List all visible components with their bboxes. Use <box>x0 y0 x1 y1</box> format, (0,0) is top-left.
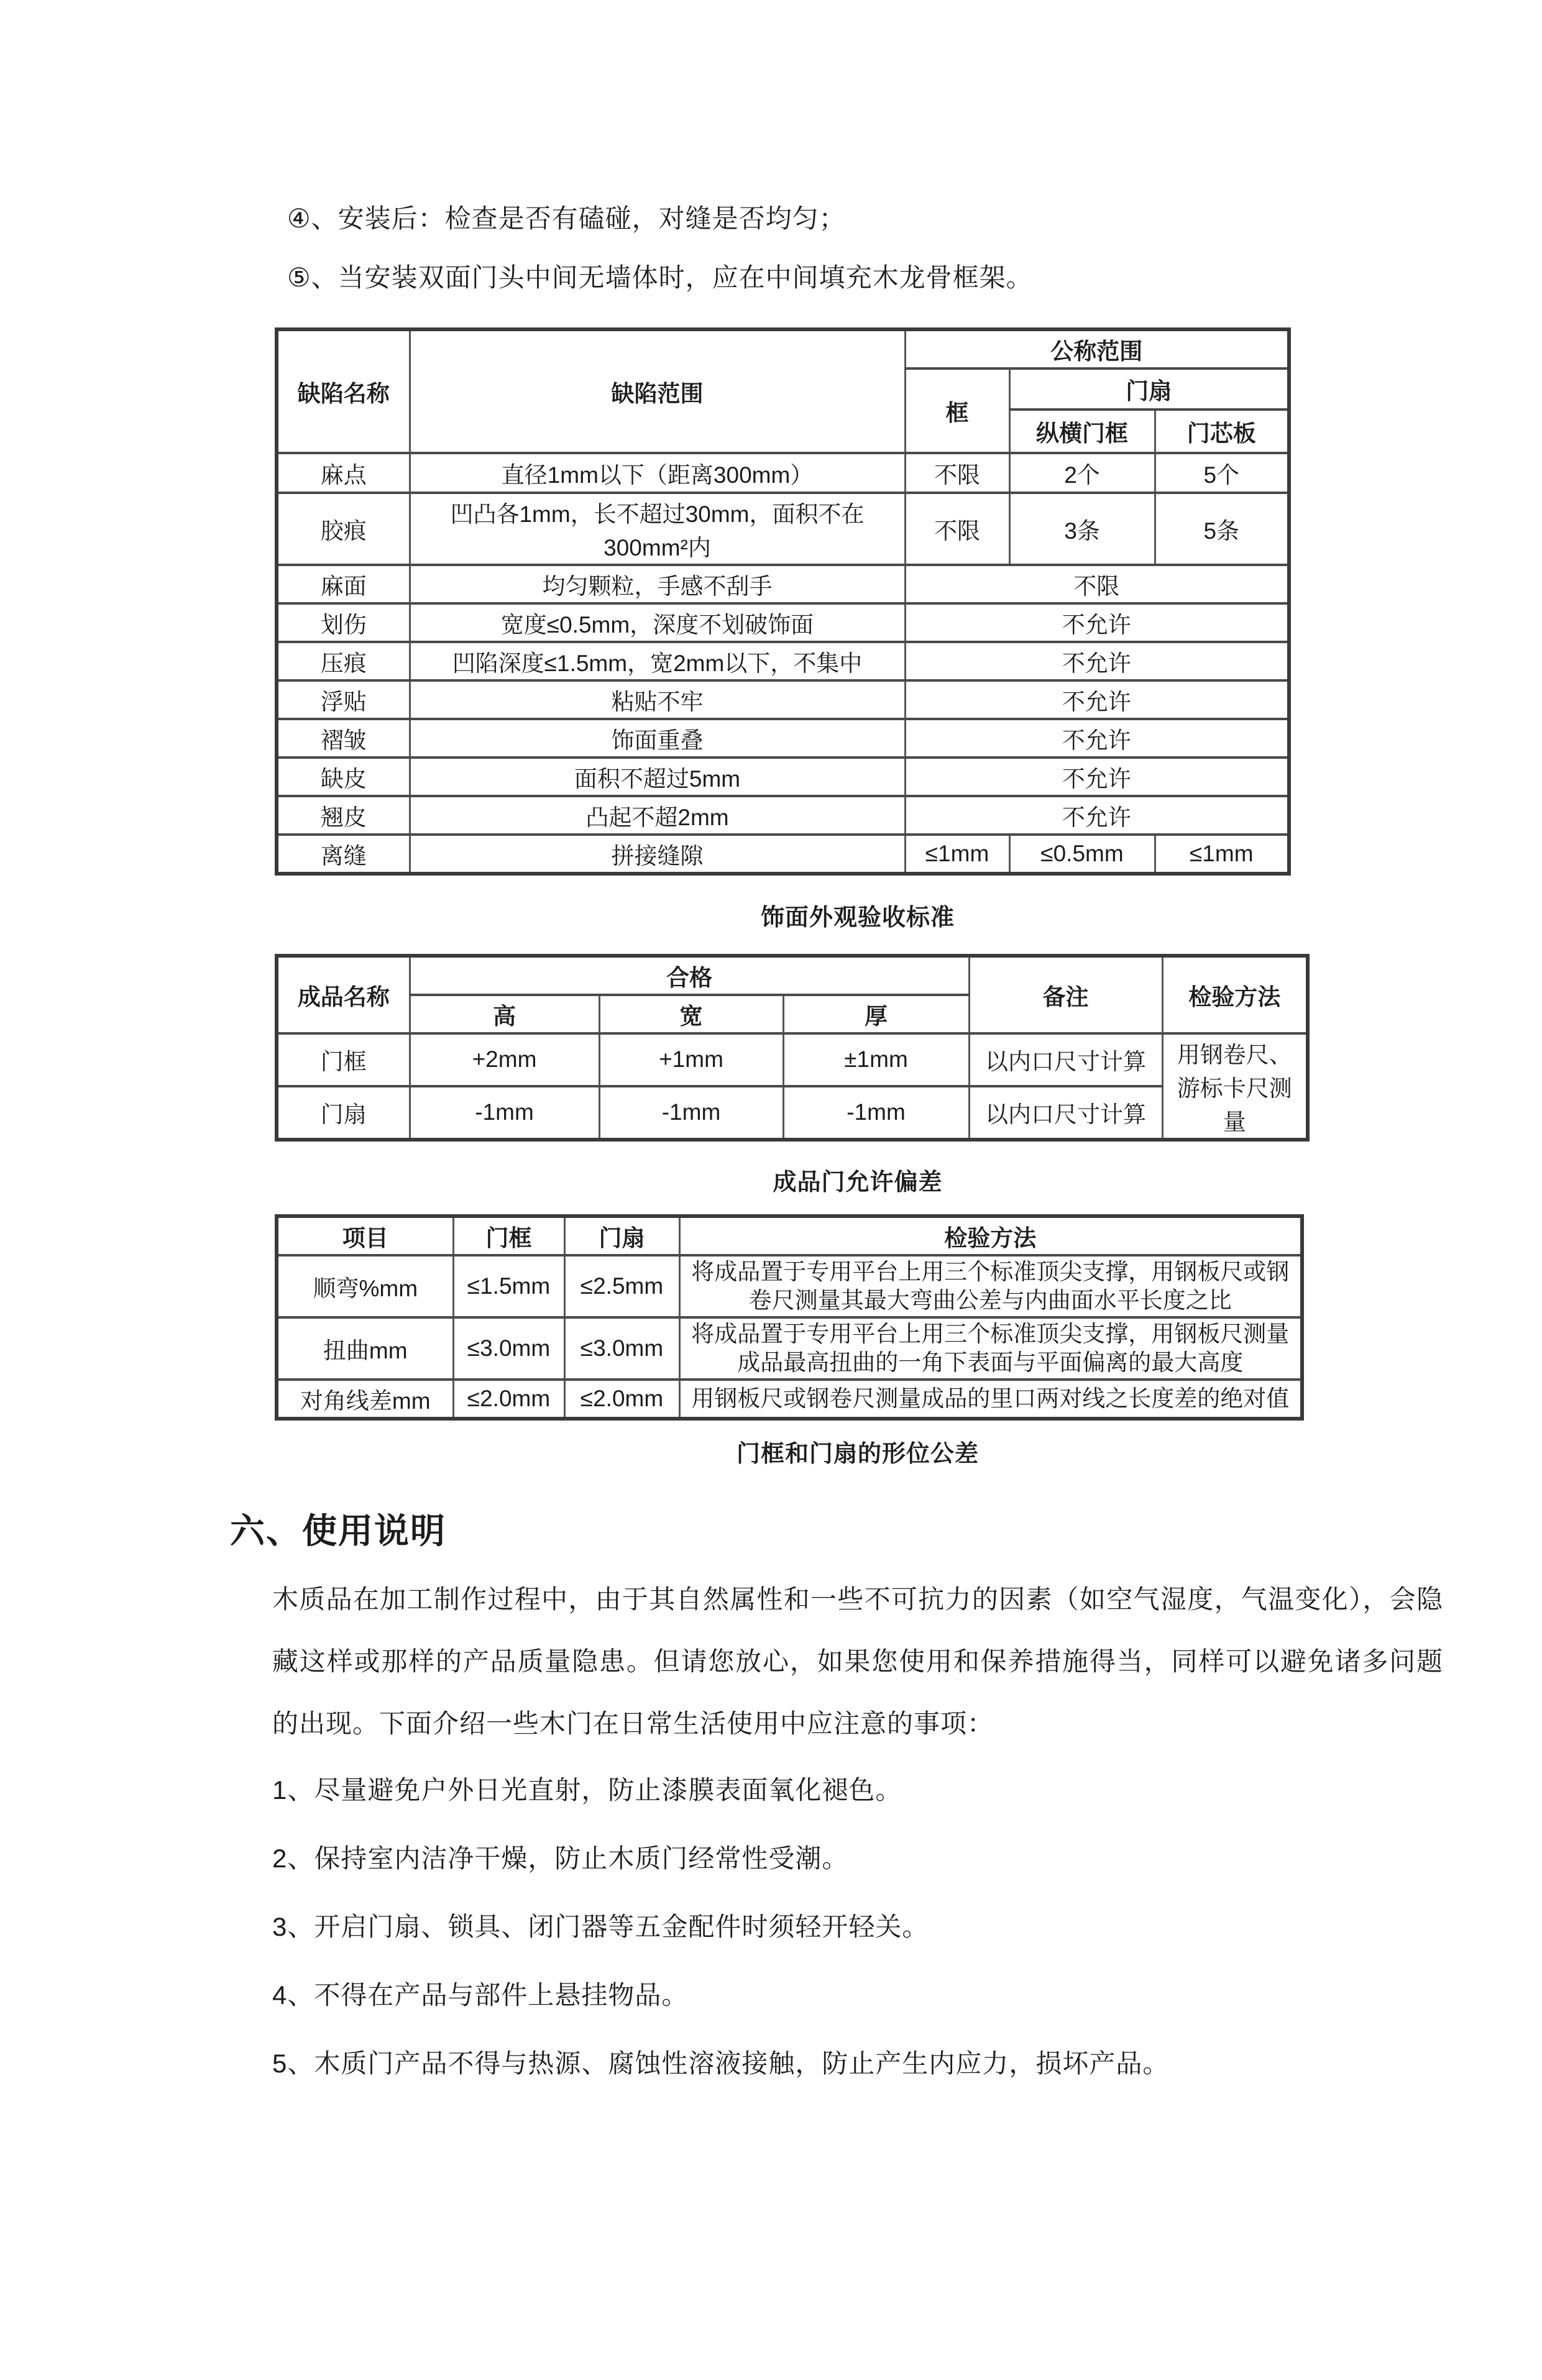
header-remark: 备注 <box>969 956 1162 1033</box>
cell-leaf-frame: 2个 <box>1009 453 1155 493</box>
cell-defect-name: 翘皮 <box>277 796 410 835</box>
header-method: 检验方法 <box>1162 956 1308 1033</box>
usage-section-heading: 六、使用说明 <box>230 1511 446 1550</box>
defect-table-caption: 饰面外观验收标准 <box>760 905 955 931</box>
table-row <box>277 835 1289 874</box>
header-row <box>277 956 1308 995</box>
header-row <box>277 1216 1302 1255</box>
usage-paragraph: 木质品在加工制作过程中，由于其自然属性和一些不可抗力的因素（如空气湿度，气温变化），会隐藏这样或那样的产品质量隐患。但请您放心，如果您使用和保养措施得当，同样可以避免诸多问题的出现。下面介绍一些木门在日常生活使用中应注意的事项： <box>272 1585 1443 1738</box>
cell-leaf-frame: ≤0.5mm <box>1009 835 1155 874</box>
cell-remark: 以内口尺寸计算 <box>969 1086 1162 1140</box>
cell-core-panel: 5个 <box>1155 453 1289 493</box>
cell-defect-name: 麻面 <box>277 565 410 603</box>
cell-defect-name: 压痕 <box>277 642 410 680</box>
header-height: 高 <box>410 995 599 1033</box>
usage-item-1: 1、尽量避免户外日光直射，防止漆膜表面氧化褪色。 <box>272 1775 902 1805</box>
cell-frame: 不限 <box>905 453 1009 493</box>
cell-core-panel: 5条 <box>1155 493 1289 565</box>
cell-thickness: ±1mm <box>783 1033 969 1086</box>
cell-height: -1mm <box>410 1086 599 1140</box>
deviation-table <box>275 954 1310 1142</box>
table-row <box>277 642 1289 680</box>
cell-defect-range: 凹陷深度≤1.5mm，宽2mm以下，不集中 <box>410 642 905 680</box>
cell-leaf: ≤3.0mm <box>564 1317 679 1380</box>
cell-leaf-frame: 3条 <box>1009 493 1155 565</box>
cell-defect-range: 拼接缝隙 <box>410 835 905 874</box>
header-nominal-range: 公称范围 <box>905 329 1289 368</box>
cell-defect-name: 缺皮 <box>277 757 410 796</box>
install-notes <box>287 200 1542 296</box>
cell-defect-name: 褶皱 <box>277 719 410 757</box>
header-frame: 门框 <box>453 1216 564 1255</box>
cell-item: 顺弯%mm <box>277 1255 453 1317</box>
cell-defect-name: 离缝 <box>277 835 410 874</box>
header-door-leaf: 门扇 <box>1009 368 1289 410</box>
table-row <box>277 1255 1302 1317</box>
table-row <box>277 1033 1308 1086</box>
cell-defect-range: 直径1mm以下（距离300mm） <box>410 453 905 493</box>
cell-item: 扭曲mm <box>277 1317 453 1380</box>
header-width: 宽 <box>599 995 783 1033</box>
table-row <box>277 796 1289 835</box>
deviation-table-caption: 成品门允许偏差 <box>773 1169 943 1196</box>
table-row <box>277 1317 1302 1380</box>
header-row <box>277 329 1289 368</box>
cell-width: -1mm <box>599 1086 783 1140</box>
cell-remark: 以内口尺寸计算 <box>969 1033 1162 1086</box>
table-row <box>277 719 1289 757</box>
table-row <box>277 493 1289 565</box>
header-frame: 框 <box>905 368 1009 453</box>
cell-defect-range: 均匀颗粒，手感不刮手 <box>410 565 905 603</box>
table-row <box>277 757 1289 796</box>
cell-frame: ≤1mm <box>905 835 1009 874</box>
cell-defect-name: 麻点 <box>277 453 410 493</box>
header-core-panel: 门芯板 <box>1155 410 1289 453</box>
cell-defect-range: 面积不超过5mm <box>410 757 905 796</box>
table-row <box>277 453 1289 493</box>
table-row <box>277 1380 1302 1419</box>
cell-merged-limit: 不允许 <box>905 642 1289 680</box>
cell-leaf: ≤2.0mm <box>564 1380 679 1419</box>
cell-method-merged: 用钢卷尺、游标卡尺测量 <box>1162 1033 1308 1140</box>
cell-leaf: ≤2.5mm <box>564 1255 679 1317</box>
cell-frame: ≤1.5mm <box>453 1255 564 1317</box>
cell-item: 对角线差mm <box>277 1380 453 1419</box>
cell-defect-name: 胶痕 <box>277 493 410 565</box>
install-note-5: ⑤、当安装双面门头中间无墙体时，应在中间填充木龙骨框架。 <box>287 263 1033 292</box>
cell-merged-limit: 不允许 <box>905 757 1289 796</box>
cell-merged-limit: 不允许 <box>905 680 1289 719</box>
document-page <box>0 200 1542 2098</box>
cell-defect-range: 饰面重叠 <box>410 719 905 757</box>
cell-width: +1mm <box>599 1033 783 1086</box>
cell-defect-name: 浮贴 <box>277 680 410 719</box>
cell-merged-limit: 不允许 <box>905 796 1289 835</box>
table-row <box>277 1086 1308 1140</box>
cell-method: 将成品置于专用平台上用三个标准顶尖支撑，用钢板尺或钢卷尺测量其最大弯曲公差与内曲面水平长度之比 <box>679 1255 1302 1317</box>
table-row <box>277 680 1289 719</box>
defect-acceptance-table <box>275 327 1291 876</box>
cell-product: 门框 <box>277 1033 410 1086</box>
cell-method: 将成品置于专用平台上用三个标准顶尖支撑，用钢板尺测量成品最高扭曲的一角下表面与平面偏离的最大高度 <box>679 1317 1302 1380</box>
tolerance-table <box>275 1214 1304 1421</box>
header-method: 检验方法 <box>679 1216 1302 1255</box>
cell-merged-limit: 不允许 <box>905 719 1289 757</box>
header-thickness: 厚 <box>783 995 969 1033</box>
table-row <box>277 565 1289 603</box>
cell-merged-limit: 不限 <box>905 565 1289 603</box>
header-leaf: 门扇 <box>564 1216 679 1255</box>
header-item: 项目 <box>277 1216 453 1255</box>
header-product-name: 成品名称 <box>277 956 410 1033</box>
header-defect-range: 缺陷范围 <box>410 329 905 453</box>
cell-defect-range: 宽度≤0.5mm，深度不划破饰面 <box>410 603 905 642</box>
usage-item-4: 4、不得在产品与部件上悬挂物品。 <box>272 1980 689 2010</box>
usage-item-5: 5、木质门产品不得与热源、腐蚀性溶液接触，防止产生内应力，损坏产品。 <box>272 2049 1170 2078</box>
cell-product: 门扇 <box>277 1086 410 1140</box>
header-defect-name: 缺陷名称 <box>277 329 410 453</box>
header-leaf-frame: 纵横门框 <box>1009 410 1155 453</box>
cell-core-panel: ≤1mm <box>1155 835 1289 874</box>
table-row <box>277 603 1289 642</box>
cell-thickness: -1mm <box>783 1086 969 1140</box>
cell-defect-range: 凹凸各1mm，长不超过30mm，面积不在300mm²内 <box>410 493 905 565</box>
header-pass: 合格 <box>410 956 969 995</box>
cell-frame: ≤3.0mm <box>453 1317 564 1380</box>
install-note-4: ④、安装后：检查是否有磕碰，对缝是否均匀； <box>287 204 846 233</box>
usage-item-2: 2、保持室内洁净干燥，防止木质门经常性受潮。 <box>272 1844 849 1873</box>
cell-defect-range: 凸起不超2mm <box>410 796 905 835</box>
cell-defect-name: 划伤 <box>277 603 410 642</box>
cell-method: 用钢板尺或钢卷尺测量成品的里口两对线之长度差的绝对值 <box>679 1380 1302 1419</box>
cell-defect-range: 粘贴不牢 <box>410 680 905 719</box>
cell-height: +2mm <box>410 1033 599 1086</box>
usage-item-3: 3、开启门扇、锁具、闭门器等五金配件时须轻开轻关。 <box>272 1912 929 1941</box>
tolerance-table-caption: 门框和门扇的形位公差 <box>736 1441 979 1467</box>
cell-frame: ≤2.0mm <box>453 1380 564 1419</box>
cell-frame: 不限 <box>905 493 1009 565</box>
cell-merged-limit: 不允许 <box>905 603 1289 642</box>
